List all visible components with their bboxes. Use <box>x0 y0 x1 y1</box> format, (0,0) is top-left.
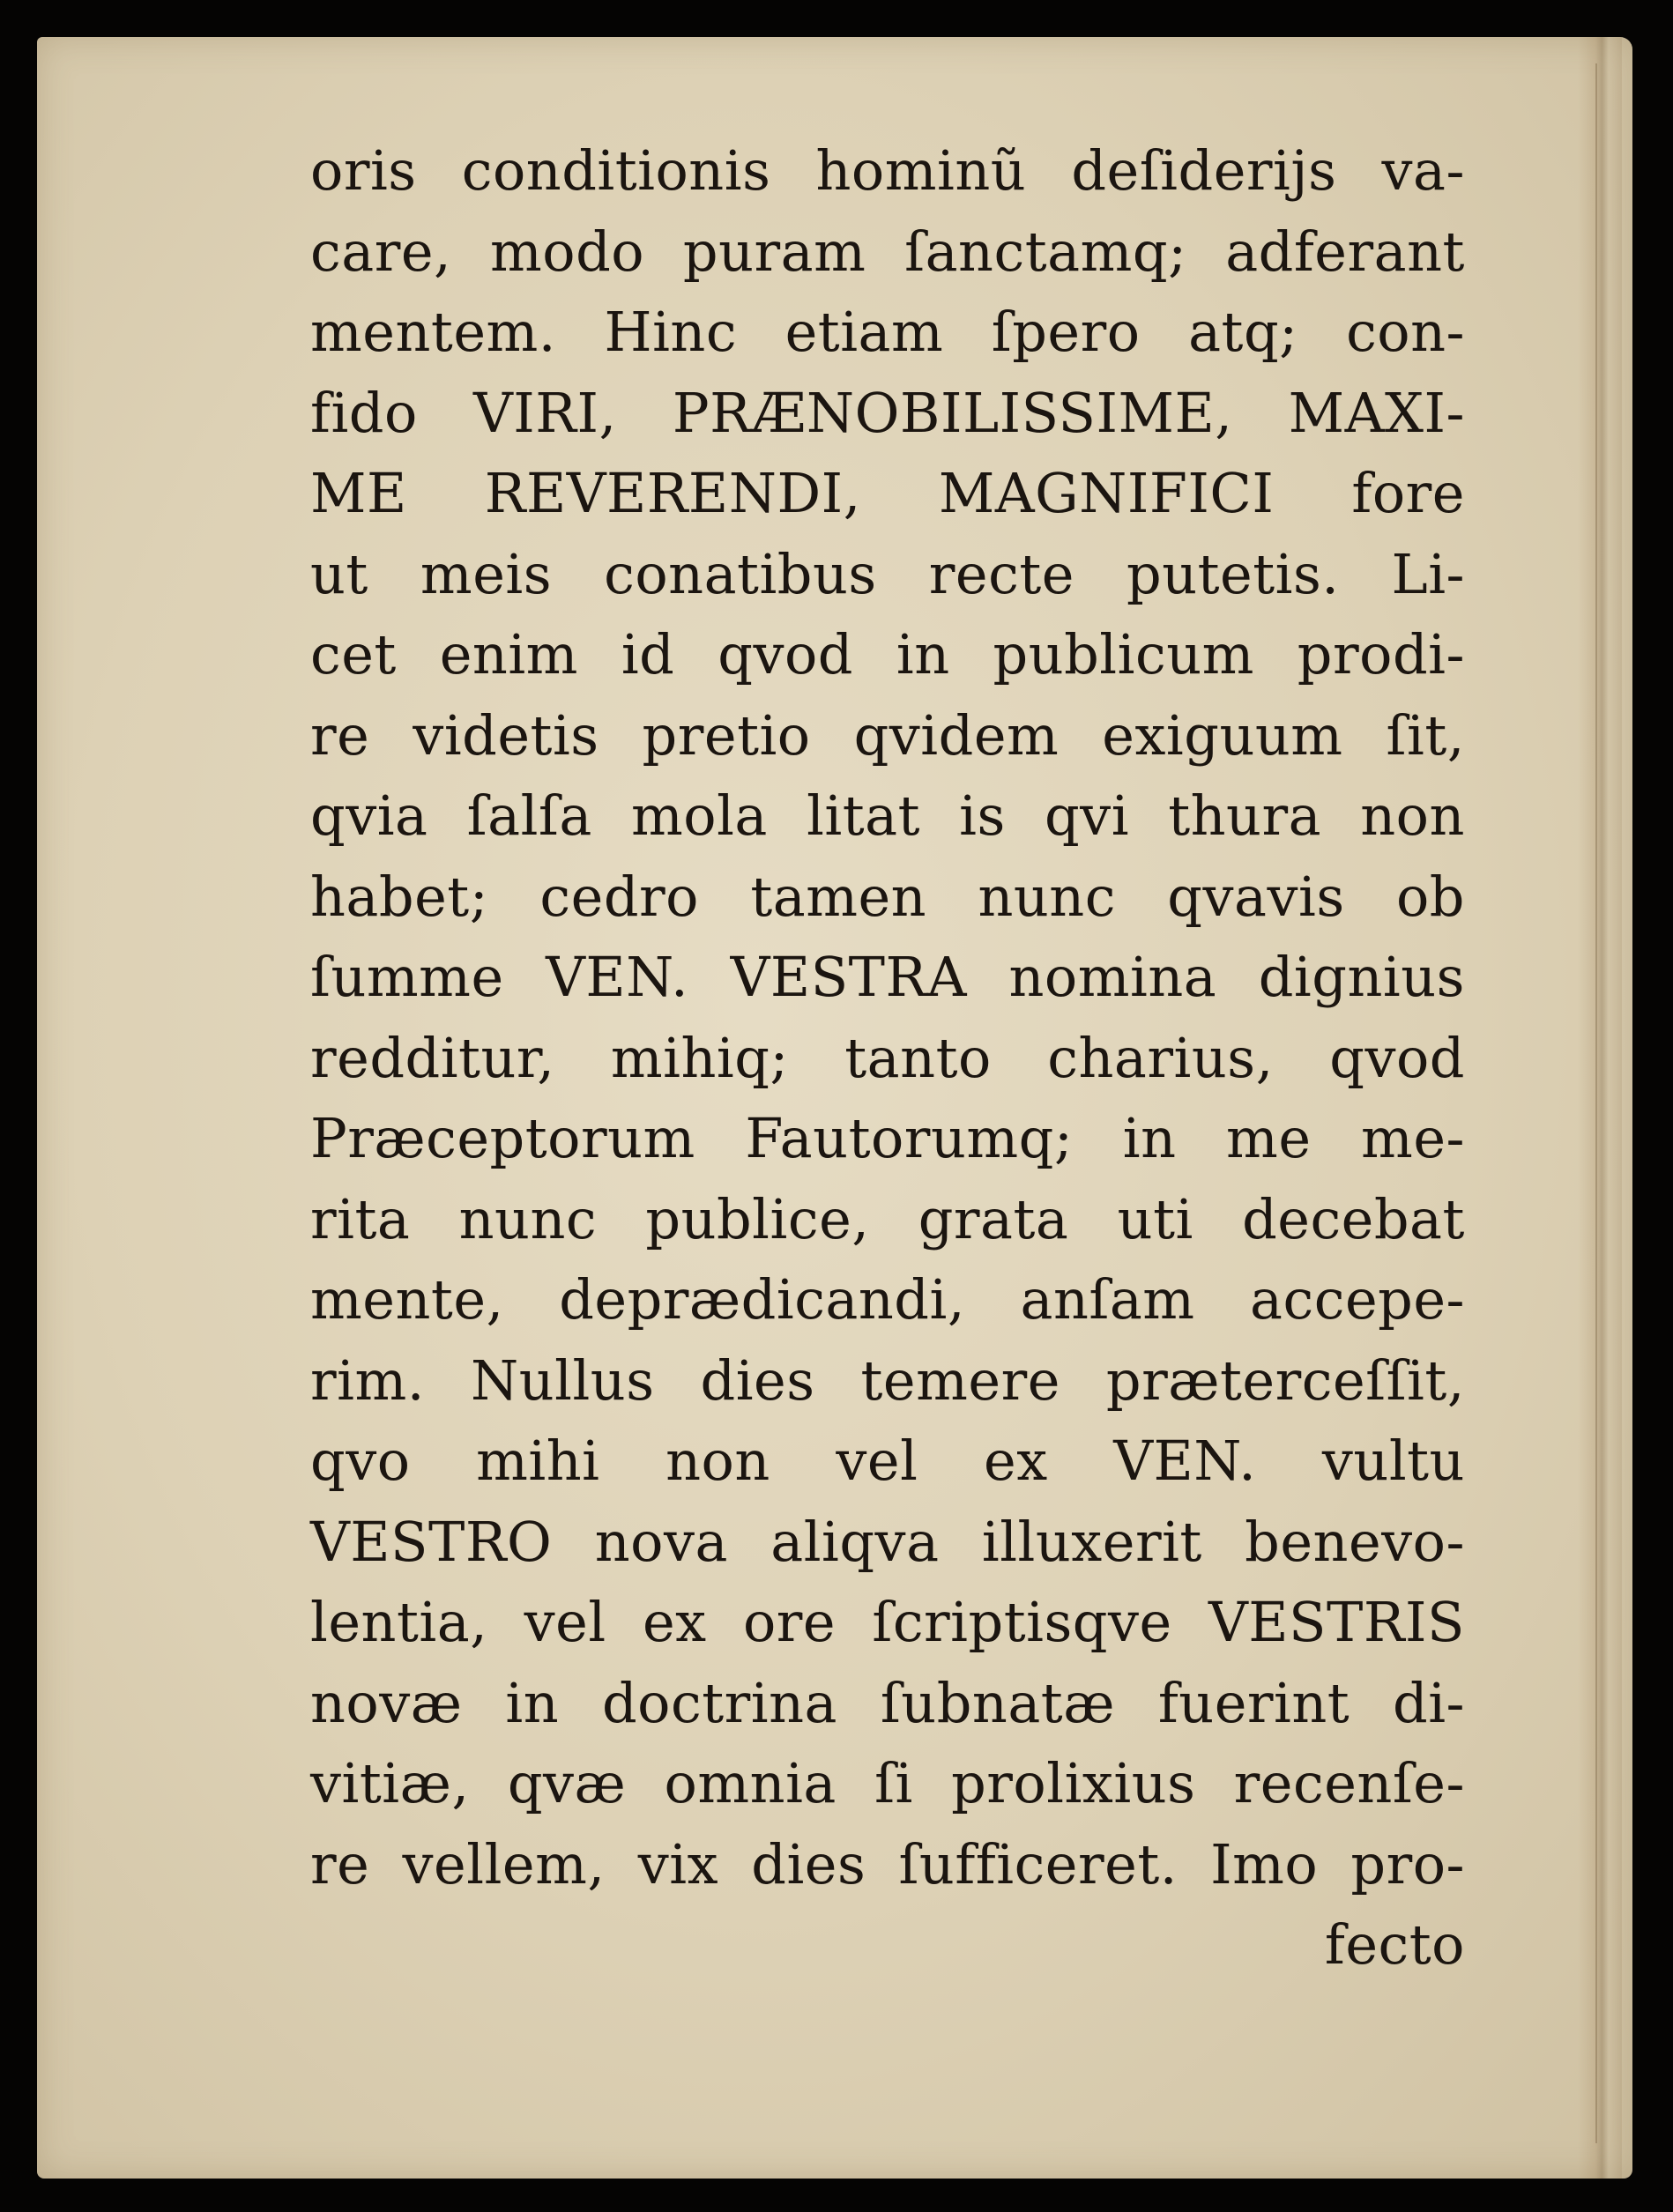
word: meis <box>420 541 553 606</box>
word: Fautorumq; <box>745 1106 1074 1170</box>
word: ore <box>742 1590 836 1654</box>
body-text <box>310 138 1465 1993</box>
word: dignius <box>1258 945 1465 1009</box>
word: ſubnatæ <box>880 1670 1115 1735</box>
word: in <box>896 622 950 687</box>
word: prodi- <box>1297 622 1465 687</box>
word: ſpero <box>991 300 1141 364</box>
page-edge-shadow <box>1578 37 1622 2179</box>
word: ſcriptisqve <box>872 1590 1172 1654</box>
word: thura <box>1168 783 1322 848</box>
word: ex <box>642 1590 707 1654</box>
word: fido <box>310 380 418 445</box>
word: pretio <box>642 702 811 768</box>
word: ſufficeret. <box>898 1831 1178 1897</box>
word: doctrina <box>601 1670 837 1735</box>
word: cedro <box>539 864 699 929</box>
word: uti <box>1117 1186 1193 1251</box>
word: me- <box>1361 1106 1465 1170</box>
word: care, <box>310 219 452 284</box>
word: qvo <box>310 1429 411 1493</box>
word: dies <box>700 1347 815 1413</box>
word: non <box>665 1429 770 1493</box>
word: publice, <box>645 1186 870 1251</box>
word: prolixius <box>951 1751 1196 1815</box>
word: puram <box>682 219 866 284</box>
word: vel <box>524 1590 606 1654</box>
text-line <box>310 542 1465 623</box>
word: vultu <box>1321 1429 1465 1493</box>
word: decebat <box>1242 1186 1465 1251</box>
word: REVERENDI, <box>484 461 861 525</box>
text-line <box>310 703 1465 784</box>
text-line <box>310 1267 1465 1348</box>
word: modo <box>489 219 645 284</box>
word: ME <box>310 461 407 525</box>
word: Imo <box>1210 1831 1319 1897</box>
word: vellem, <box>402 1831 606 1897</box>
word: mente, <box>310 1267 504 1332</box>
word: conditionis <box>461 138 771 203</box>
text-line <box>310 1751 1465 1832</box>
word: dies <box>751 1831 866 1897</box>
word: ſi <box>874 1751 913 1815</box>
word: Nullus <box>470 1347 655 1413</box>
word: qvi <box>1044 783 1130 848</box>
word: temere <box>860 1347 1060 1413</box>
word: putetis. <box>1126 541 1340 606</box>
word: habet; <box>310 864 489 929</box>
word: fore <box>1351 461 1465 525</box>
text-line <box>310 219 1465 301</box>
text-line <box>310 622 1465 703</box>
word: deprædicandi, <box>559 1267 966 1332</box>
word: recenſe- <box>1233 1751 1465 1815</box>
word: hominũ <box>815 138 1027 203</box>
word: tanto <box>844 1025 992 1090</box>
word: benevo- <box>1245 1509 1465 1574</box>
word: redditur, <box>310 1025 555 1090</box>
word: Præceptorum <box>310 1106 695 1170</box>
word: exiguum <box>1102 702 1343 768</box>
text-line <box>310 1590 1465 1671</box>
word: ſumme <box>310 945 504 1009</box>
word: qvavis <box>1167 864 1345 929</box>
word: qvod <box>718 622 853 687</box>
word: nunc <box>978 864 1116 929</box>
word: qvidem <box>853 702 1060 768</box>
word: nova <box>594 1509 728 1574</box>
word: ſit, <box>1386 702 1465 768</box>
word: litat <box>807 783 921 848</box>
word: Li- <box>1391 541 1465 606</box>
word: in <box>505 1670 560 1735</box>
word: etiam <box>784 300 944 364</box>
word: mihi <box>476 1429 600 1493</box>
word: nomina <box>1008 945 1217 1009</box>
word: is <box>959 783 1006 848</box>
text-line <box>310 381 1465 462</box>
text-line <box>310 865 1465 946</box>
word: lentia, <box>310 1590 488 1654</box>
text-line <box>310 1510 1465 1591</box>
word: qvod <box>1329 1025 1465 1090</box>
word: accepe- <box>1250 1267 1465 1332</box>
word: re <box>310 1831 370 1897</box>
word: pro- <box>1350 1831 1465 1897</box>
word: omnia <box>664 1751 836 1815</box>
word: mentem. <box>310 300 557 364</box>
word: mola <box>630 783 768 848</box>
word: novæ <box>310 1670 463 1735</box>
catchword: fecto <box>1324 1912 1465 1977</box>
book-page <box>37 37 1632 2179</box>
word: conatibus <box>604 541 877 606</box>
word: nunc <box>458 1186 598 1251</box>
text-line <box>310 1106 1465 1187</box>
word: ſanctamq; <box>904 219 1187 284</box>
word: re <box>310 702 370 768</box>
word: VIRI, <box>473 380 617 445</box>
word: recte <box>928 541 1074 606</box>
word: enim <box>439 622 578 687</box>
word: VESTRO <box>310 1509 553 1574</box>
word: PRÆNOBILISSIME, <box>672 380 1233 445</box>
word: Hinc <box>604 300 738 364</box>
text-line <box>310 1187 1465 1268</box>
word: ex <box>984 1429 1048 1493</box>
word: id <box>621 622 675 687</box>
text-line <box>310 138 1465 219</box>
binding-fold <box>1595 63 1597 2143</box>
word: MAGNIFICI <box>938 461 1275 525</box>
word: rita <box>310 1186 411 1251</box>
word: charius, <box>1047 1025 1274 1090</box>
word: vitiæ, <box>310 1751 470 1815</box>
word: VESTRA <box>730 945 967 1009</box>
word: tamen <box>750 864 927 929</box>
word: in <box>1122 1106 1177 1170</box>
word: cet <box>310 622 397 687</box>
word: di- <box>1393 1670 1465 1735</box>
word: con- <box>1346 300 1465 364</box>
word: deſiderijs <box>1071 138 1337 203</box>
word: ſalſa <box>466 783 592 848</box>
text-line <box>310 945 1465 1026</box>
word: MAXI- <box>1288 380 1465 445</box>
word: rim. <box>310 1347 425 1413</box>
word: mihiq; <box>610 1025 789 1090</box>
word: ob <box>1395 864 1465 929</box>
word: VEN. <box>1113 1429 1257 1493</box>
word: va- <box>1381 138 1465 203</box>
word: qvæ <box>507 1751 627 1815</box>
text-line <box>310 461 1465 542</box>
text-line <box>310 1348 1465 1429</box>
text-line <box>310 1832 1465 1913</box>
word: atq; <box>1188 300 1298 364</box>
text-line <box>310 1429 1465 1510</box>
word: adferant <box>1225 219 1465 284</box>
word: præterceſſit, <box>1105 1347 1465 1413</box>
word: vel <box>836 1429 918 1493</box>
word: VESTRIS <box>1208 1590 1465 1654</box>
word: publicum <box>993 622 1254 687</box>
word: videtis <box>413 702 599 768</box>
word: anſam <box>1020 1267 1195 1332</box>
text-line <box>310 300 1465 381</box>
word: grata <box>918 1186 1069 1251</box>
word: VEN. <box>546 945 689 1009</box>
word: qvia <box>310 783 428 848</box>
word: vix <box>637 1831 719 1897</box>
text-line <box>310 1671 1465 1752</box>
text-line <box>310 1026 1465 1107</box>
word: fuerint <box>1157 1670 1350 1735</box>
word: illuxerit <box>981 1509 1202 1574</box>
word: me <box>1226 1106 1312 1170</box>
text-line <box>310 783 1465 865</box>
word: non <box>1360 783 1465 848</box>
word: aliqva <box>770 1509 940 1574</box>
word: ut <box>310 541 368 606</box>
catchword-line <box>310 1912 1465 1993</box>
word: oris <box>310 138 417 203</box>
